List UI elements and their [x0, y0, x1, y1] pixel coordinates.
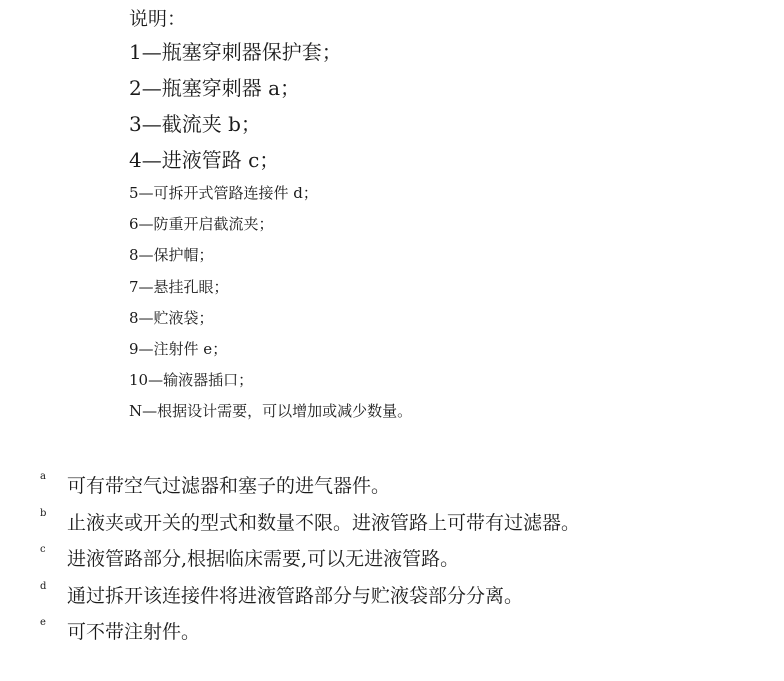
footnote-mark: a [40, 471, 46, 482]
legend-item: 9—注射件 e； [129, 339, 228, 358]
legend-item: 10—输液器插口； [129, 371, 254, 390]
footnote-text: 可有带空气过滤器和塞子的进气器件。 [67, 475, 391, 497]
legend-item: 3—截流夹 b； [129, 112, 261, 136]
footnotes [40, 468, 580, 651]
footnote [40, 541, 580, 578]
legend-item: 6—防重开启截流夹； [129, 215, 274, 234]
footnote-text: 进液管路部分,根据临床需要,可以无进液管路。 [67, 548, 460, 570]
footnote-mark: e [40, 617, 46, 628]
legend-item: 1—瓶塞穿刺器保护套； [129, 40, 342, 64]
footnote [40, 614, 580, 651]
footnote-mark: c [40, 544, 46, 555]
legend-item: 4—进液管路 c； [129, 148, 280, 172]
footnote [40, 468, 580, 505]
footnote-text: 止液夹或开关的型式和数量不限。进液管路上可带有过滤器。 [67, 511, 581, 534]
legend-title: 说明： [129, 8, 187, 30]
legend-item: 8—贮液袋； [129, 308, 214, 327]
footnote-text: 可不带注射件。 [67, 621, 201, 643]
footnote [40, 578, 580, 615]
footnote-mark: d [40, 580, 47, 592]
legend-item: 7—悬挂孔眼； [129, 277, 229, 296]
legend-item: 2—瓶塞穿刺器 a； [129, 76, 301, 100]
legend-item: 8—保护帽； [129, 246, 214, 265]
footnote-text: 通过拆开该连接件将进液管路部分与贮液袋部分分离。 [67, 584, 524, 607]
footnote [40, 505, 580, 542]
legend-item: N—根据设计需要，可以增加或减少数量。 [129, 402, 413, 421]
legend-item: 5—可拆开式管路连接件 d； [129, 184, 318, 202]
footnote-mark: b [40, 507, 47, 519]
legend [129, 4, 412, 428]
